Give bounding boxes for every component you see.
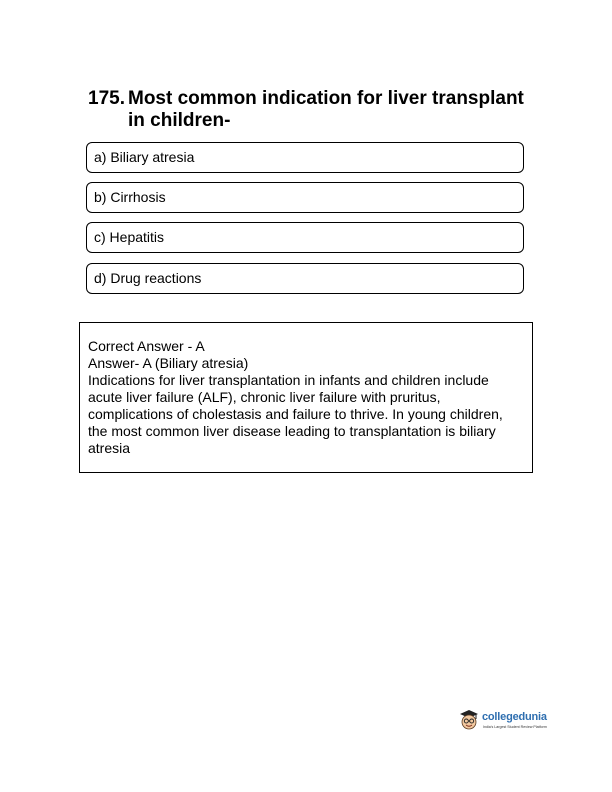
answer-box <box>79 322 533 473</box>
option-b[interactable]: b) Cirrhosis <box>86 182 524 213</box>
option-d[interactable]: d) Drug reactions <box>86 263 524 294</box>
question-number: 175. <box>88 88 125 109</box>
logo-name: collegedunia <box>482 711 547 723</box>
question-heading <box>88 88 528 132</box>
logo-tagline: India's Largest Student Review Platform <box>483 725 547 729</box>
mascot-icon <box>457 708 481 732</box>
answer-line: Answer- A (Biliary atresia) <box>88 355 249 371</box>
option-c[interactable]: c) Hepatitis <box>86 222 524 253</box>
explanation-text: Indications for liver transplantation in infants and children include acute liver failure (ALF), chronic liver failure with pruritus, complications of cholestasis and failure to thrive. In young children, the most common liver disease leading to transplantation is biliary atresia <box>88 372 503 456</box>
collegedunia-logo <box>457 706 561 736</box>
option-a[interactable]: a) Biliary atresia <box>86 142 524 173</box>
correct-answer-line: Correct Answer - A <box>88 338 205 354</box>
question-text: Most common indication for liver transplant in children- <box>128 88 524 131</box>
